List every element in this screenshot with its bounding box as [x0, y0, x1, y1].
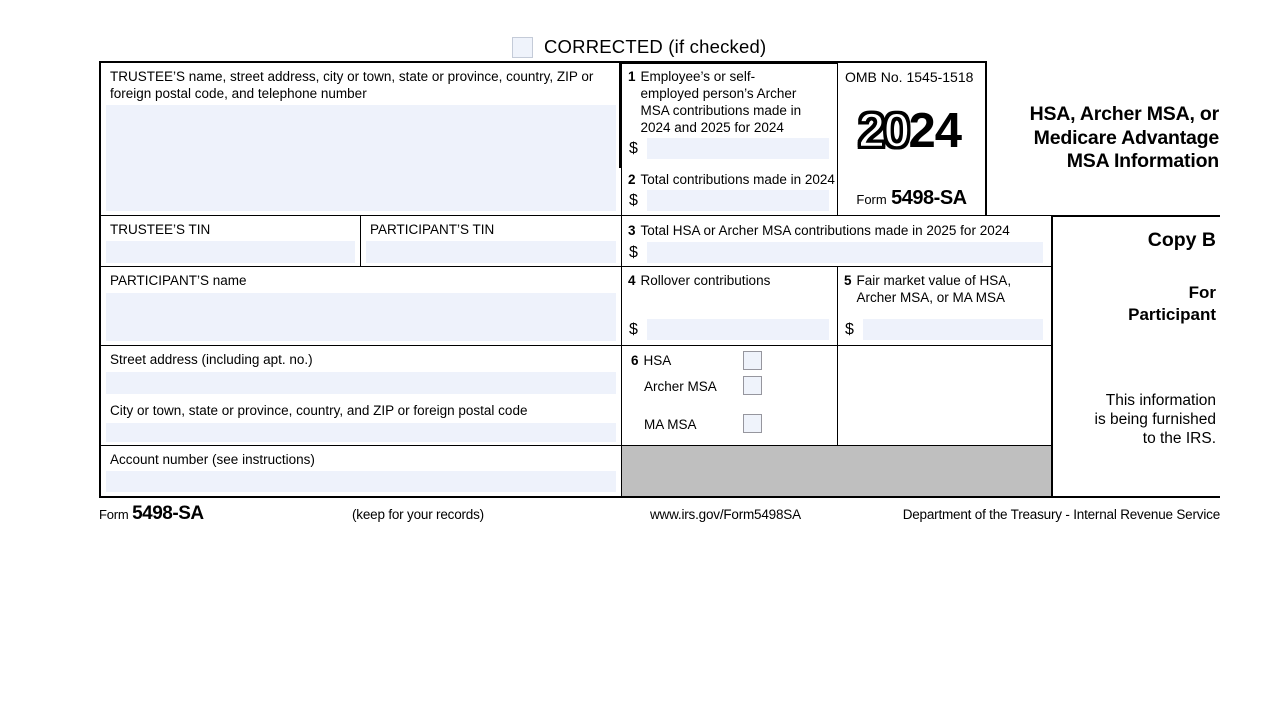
box3 [621, 215, 1052, 267]
account-number-box [99, 445, 622, 498]
box3-label: Total HSA or Archer MSA contributions made in 2025 for 2024 [640, 223, 1010, 238]
trustee-info-box [99, 61, 622, 216]
form-number: 5498-SA [891, 187, 967, 209]
corrected-label: CORRECTED (if checked) [544, 36, 767, 57]
participant-name-box [99, 266, 622, 346]
box4 [621, 266, 838, 346]
hsa-checkbox[interactable] [743, 351, 762, 370]
trustee-tin-field[interactable] [106, 241, 355, 263]
trustee-info-label: TRUSTEE’S name, street address, city or town, state or province, country, ZIP or foreign postal code, and telephone number [110, 69, 594, 101]
copy-b-column [1051, 215, 1220, 498]
box6 [621, 345, 838, 446]
account-number-label: Account number (see instructions) [110, 452, 315, 467]
corrected-row [512, 36, 766, 58]
box5-amount-field[interactable] [863, 319, 1043, 340]
box4-label: Rollover contributions [640, 273, 771, 288]
tax-year-solid-digits: 24 [908, 104, 962, 158]
participant-name-label: PARTICIPANT’S name [110, 273, 247, 288]
ma-msa-checkbox[interactable] [743, 414, 762, 433]
street-address-field[interactable] [106, 372, 616, 394]
for-participant-label: For Participant [1128, 283, 1216, 324]
footer-form-word: Form [99, 507, 129, 522]
box5 [837, 266, 1052, 346]
trustee-tin-label: TRUSTEE’S TIN [110, 222, 211, 237]
participant-name-field[interactable] [106, 293, 616, 341]
form-grid [99, 61, 1220, 497]
street-address-label: Street address (including apt. no.) [110, 352, 313, 367]
footer-keep-note: (keep for your records) [352, 507, 484, 522]
box2-amount-field[interactable] [647, 190, 829, 211]
box4-number: 4 [628, 273, 636, 288]
omb-number: OMB No. 1545-1518 [845, 69, 974, 85]
box4-amount-field[interactable] [647, 319, 829, 340]
box1 [619, 61, 840, 168]
omb-year-box [837, 61, 987, 216]
participant-tin-field[interactable] [366, 241, 616, 263]
box3-number: 3 [628, 223, 636, 238]
box6-option-archer-label: Archer MSA [644, 379, 717, 394]
footer-irs-url: www.irs.gov/Form5498SA [650, 507, 801, 522]
city-label: City or town, state or province, country, and ZIP or foreign postal code [110, 403, 528, 418]
form-title: HSA, Archer MSA, or Medicare Advantage MSA Information [1029, 103, 1219, 172]
box5-label: Fair market value of HSA, Archer MSA, or MA MSA [856, 273, 1012, 305]
title-area [987, 61, 1220, 215]
trustee-info-field[interactable] [106, 105, 616, 211]
box4-dollar-sign: $ [629, 320, 638, 338]
form-number-block [838, 187, 985, 210]
footer-form-number [99, 503, 204, 525]
box3-dollar-sign: $ [629, 243, 638, 261]
box5-number: 5 [844, 273, 852, 288]
box6-option-mamsa-label: MA MSA [644, 417, 697, 432]
box1-label: Employee’s or self-employed person’s Archer MSA contributions made in 2024 and 2025 for 2024 [640, 69, 802, 135]
box2-dollar-sign: $ [629, 191, 638, 209]
footer-department: Department of the Treasury - Internal Revenue Service [902, 507, 1220, 522]
participant-tin-label: PARTICIPANT’S TIN [370, 222, 495, 237]
box6-option-hsa-label: HSA [643, 353, 672, 368]
furnished-note: This information is being furnished to the IRS. [1094, 392, 1216, 447]
box1-amount-field[interactable] [647, 138, 829, 159]
participant-tin-box [360, 215, 622, 267]
empty-box [837, 345, 1052, 446]
box2-number: 2 [628, 172, 636, 187]
box2 [621, 165, 838, 216]
address-box [99, 345, 622, 446]
shaded-area [621, 445, 1052, 498]
corrected-checkbox[interactable] [512, 37, 533, 58]
tax-year [838, 104, 981, 158]
box1-number: 1 [628, 69, 636, 84]
box6-number: 6 [631, 353, 639, 368]
box3-amount-field[interactable] [647, 242, 1043, 263]
box2-label: Total contributions made in 2024 [640, 172, 835, 187]
footer-form-id: 5498-SA [132, 503, 204, 524]
trustee-tin-box [99, 215, 361, 267]
city-field[interactable] [106, 423, 616, 442]
archer-msa-checkbox[interactable] [743, 376, 762, 395]
form-word: Form [856, 192, 887, 207]
account-number-field[interactable] [106, 471, 616, 492]
copy-b-label: Copy B [1147, 229, 1216, 251]
tax-year-outline-digits: 20 [857, 104, 909, 158]
box1-dollar-sign: $ [629, 139, 638, 157]
box5-dollar-sign: $ [845, 320, 854, 338]
